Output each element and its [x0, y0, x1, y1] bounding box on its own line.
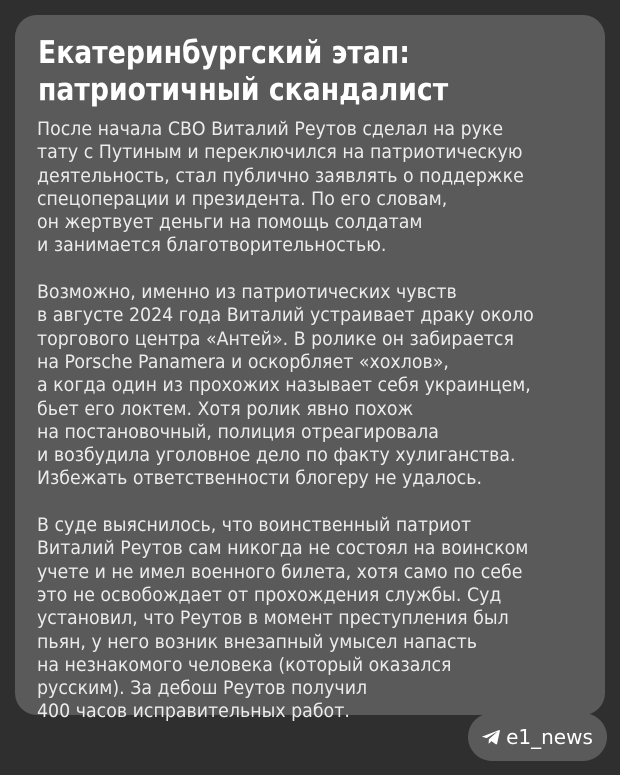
- title-line: Екатеринбургский этап:: [38, 35, 410, 71]
- text-line: а когда один из прохожих называет себя украинцем,: [37, 374, 531, 397]
- text-line: и занимается благотворительностью.: [37, 234, 387, 257]
- text-line: В суде выяснилось, что воинственный патриот: [37, 514, 472, 537]
- text-line: на постановочный, полиция отреагировала: [37, 420, 439, 443]
- text-line: установил, что Реутов в момент преступления был: [37, 607, 509, 630]
- text-line: на Porsche Panamera и оскорбляет «хохлов»,: [37, 350, 449, 373]
- text-line: тату с Путиным и переключился на патриотическую: [37, 141, 523, 164]
- text-line: Избежать ответственности блогеру не удалось.: [37, 467, 483, 490]
- text-line: в августе 2024 года Виталий устраивает драку около: [37, 304, 534, 327]
- paragraph-1: [37, 118, 597, 258]
- text-line: деятельность, стал публично заявлять о поддержке: [37, 164, 524, 187]
- paragraph-2: [37, 281, 597, 491]
- title-line: патриотичный скандалист: [38, 72, 449, 108]
- text-line: Виталий Реутов сам никогда не состоял на воинском: [37, 537, 529, 560]
- article-body: [37, 118, 597, 747]
- text-line: и возбудила уголовное дело по факту хулиганства.: [37, 444, 516, 467]
- article-card: [15, 15, 605, 723]
- text-line: Возможно, именно из патриотических чувств: [37, 281, 457, 304]
- channel-badge[interactable]: [468, 713, 607, 761]
- text-line: спецоперации и президента. По его словам,: [37, 187, 448, 210]
- text-line: После начала СВО Виталий Реутов сделал на руке: [37, 118, 504, 140]
- text-line: бьет его локтем. Хотя ролик явно похож: [37, 397, 414, 420]
- text-line: русским). За дебош Реутов получил: [37, 677, 368, 700]
- text-line: 400 часов исправительных работ.: [37, 700, 350, 723]
- paragraph-3: [37, 514, 597, 724]
- telegram-icon: [482, 729, 500, 745]
- text-line: на незнакомого человека (который оказался: [37, 653, 452, 676]
- text-line: торгового центра «Антей». В ролике он забирается: [37, 327, 514, 350]
- article-title: [38, 35, 511, 109]
- text-line: он жертвует деньги на помощь солдатам: [37, 211, 423, 234]
- text-line: это не освобождает от прохождения службы. Суд: [37, 583, 502, 606]
- text-line: пьян, у него возник внезапный умысел напасть: [37, 630, 477, 653]
- channel-name[interactable]: e1_news: [506, 725, 593, 749]
- text-line: учете и не имел военного билета, хотя само по себе: [37, 560, 523, 583]
